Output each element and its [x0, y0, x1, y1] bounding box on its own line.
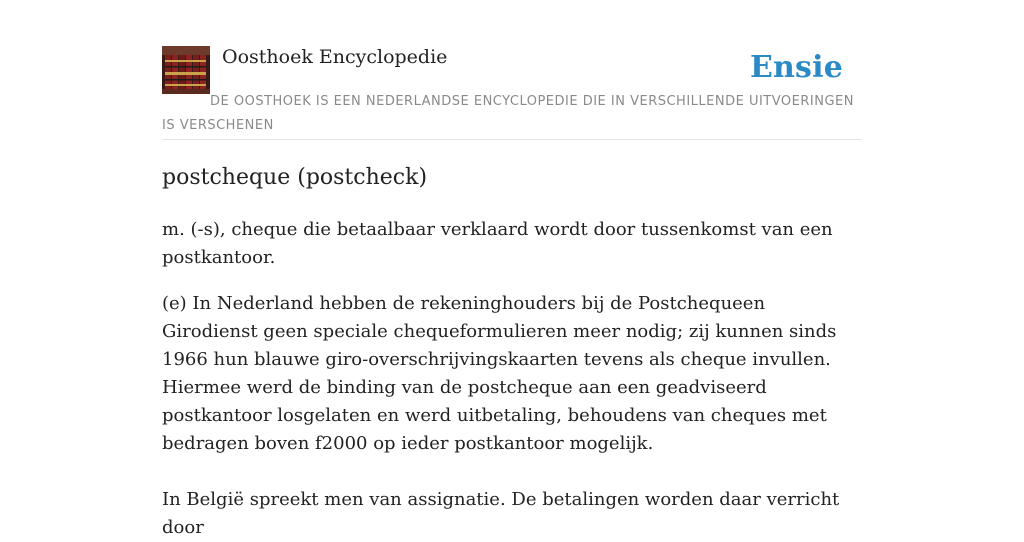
- publication-tagline: DE OOSTHOEK IS EEN NEDERLANDSE ENCYCLOPEDIE DIE IN VERSCHILLENDE UITVOERINGEN IS VERSCHENEN: [162, 94, 854, 133]
- article: [162, 162, 862, 542]
- article-title: postcheque (postcheck): [162, 165, 428, 190]
- publication-header: [162, 46, 862, 140]
- publication-name[interactable]: Oosthoek Encyclopedie: [222, 46, 448, 68]
- article-paragraph: m. (-s), cheque die betaalbaar verklaard wordt door tussenkomst van een postkantoor.: [162, 219, 833, 268]
- encyclopedia-books-icon[interactable]: [162, 46, 210, 94]
- brand-logo[interactable]: Ensie: [749, 50, 843, 85]
- article-paragraph: (e) In Nederland hebben de rekeninghouders bij de Postchequeen Girodienst geen speciale chequeformulieren meer nodig; zij kunnen sinds 1966 hun blauwe giro-overschrijvingskaarten tevens als cheque invullen. Hiermee werd de binding van de postcheque aan een geadviseerd postkantoor losgelaten en werd uitbetaling, behoudens van cheques met bedragen boven f2000 op ieder postkantoor mogelijk. In België spreekt men van assignatie. De betalingen worden daar verricht door: [162, 293, 840, 538]
